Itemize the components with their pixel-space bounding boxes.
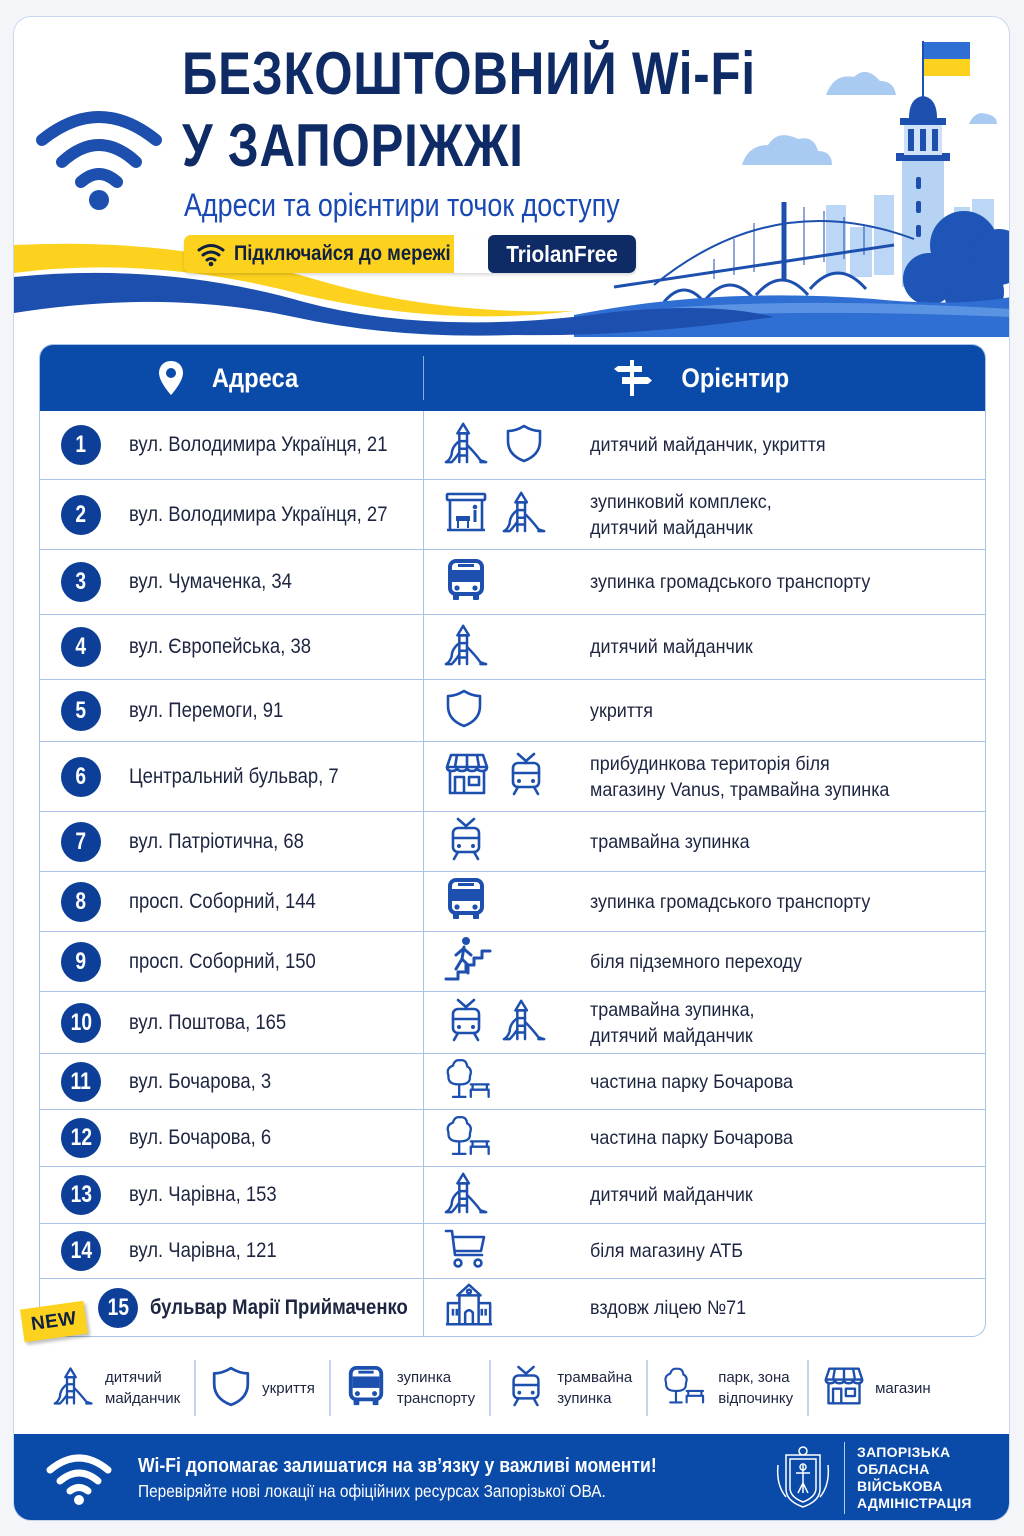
legend-item-park [648, 1360, 809, 1416]
legend-label: укриття [262, 1379, 315, 1397]
address-text: вул. Європейська, 38 [129, 635, 312, 658]
landmark-icons [424, 997, 590, 1048]
landmark-cell [424, 742, 985, 811]
landmark-icons [424, 1227, 590, 1276]
playground-icon [444, 622, 490, 673]
tram-icon [444, 817, 488, 866]
wifi-footer-icon [44, 1450, 114, 1506]
playground-icon [444, 1170, 490, 1221]
table-row [40, 1053, 985, 1109]
wifi-small-icon [196, 241, 226, 267]
landmark-text [590, 698, 653, 724]
address-cell [40, 992, 424, 1053]
new-badge: NEW [20, 1301, 88, 1343]
address-text: просп. Соборний, 150 [129, 949, 316, 973]
location-number-badge: 6 [61, 757, 101, 797]
address-cell [40, 550, 424, 614]
table-row [40, 479, 985, 549]
tram-icon [505, 1365, 547, 1412]
landmark-text [590, 1238, 743, 1264]
map-pin-icon [158, 360, 184, 396]
table-body [40, 411, 985, 1336]
landmark-text [590, 997, 755, 1049]
landmark-cell [424, 1110, 985, 1166]
landmark-cell [424, 1224, 985, 1278]
address-text: вул. Володимира Українця, 21 [129, 433, 388, 456]
landmark-line: вздовж ліцею №71 [590, 1296, 747, 1319]
landmark-icons [424, 420, 590, 471]
landmark-icons [424, 688, 590, 733]
landmark-icons [424, 558, 590, 607]
address-text: вул. Бочарова, 3 [129, 1069, 272, 1093]
landmark-text [590, 1295, 746, 1321]
bus-icon [345, 1365, 387, 1412]
table-row [40, 1278, 985, 1336]
address-cell [40, 812, 424, 871]
location-number-badge: 13 [61, 1175, 101, 1215]
landmark-icons [424, 1054, 590, 1109]
park-icon [662, 1363, 708, 1414]
address-cell [40, 615, 424, 679]
landmark-cell [424, 872, 985, 931]
ova-line: АДМІНІСТРАЦІЯ [857, 1495, 972, 1511]
landmark-text [590, 634, 753, 660]
address-cell [40, 742, 424, 811]
address-text: бульвар Марії Приймаченко [150, 1295, 408, 1319]
tram-icon [444, 998, 488, 1047]
landmark-line: дитячий майданчик [590, 636, 753, 658]
cart-icon [444, 1227, 488, 1276]
landmark-line: трамвайна зупинка, [590, 998, 755, 1021]
location-number-badge: 9 [61, 942, 101, 982]
icon-legend [39, 1357, 989, 1419]
underpass-icon [444, 935, 492, 988]
landmark-line: дитячий майданчик, укриття [590, 434, 826, 456]
landmark-cell [424, 480, 985, 549]
school-icon [444, 1280, 494, 1335]
column-header-address: Адреса [40, 356, 424, 400]
location-number-badge: 7 [61, 822, 101, 862]
hero-banner [14, 17, 1010, 337]
signpost-icon [612, 358, 652, 398]
location-number-badge: 4 [61, 627, 101, 667]
landmark-line: дитячий майданчик [590, 1024, 753, 1047]
playground-icon [444, 420, 490, 471]
wifi-icon [34, 102, 164, 212]
landmark-cell [424, 411, 985, 479]
coat-of-arms-icon [774, 1445, 832, 1511]
landmark-text [590, 1069, 793, 1095]
address-cell [40, 1110, 424, 1166]
page-title-line2: У ЗАПОРІЖЖІ [182, 112, 524, 179]
table-row [40, 1166, 985, 1223]
landmark-icons [424, 622, 590, 673]
location-number-badge: 1 [61, 425, 101, 465]
landmark-line: частина парку Бочарова [590, 1127, 794, 1149]
table-row [40, 679, 985, 741]
landmark-text [590, 829, 750, 855]
shop-icon [444, 751, 490, 802]
connect-label: Підключайся до мережі [234, 242, 451, 265]
shield-icon [210, 1365, 252, 1412]
ova-line: ЗАПОРІЗЬКА [857, 1444, 951, 1460]
address-text: вул. Поштова, 165 [129, 1010, 287, 1034]
wifi-locations-table [39, 344, 986, 1337]
legend-label: зупинка транспорту [396, 1369, 476, 1407]
table-row [40, 1223, 985, 1278]
shield-icon [504, 423, 544, 468]
address-cell [40, 872, 424, 931]
legend-item-bus [331, 1360, 491, 1416]
landmark-cell [424, 1054, 985, 1109]
address-text: вул. Патріотична, 68 [129, 829, 304, 853]
shield-icon [444, 688, 484, 733]
address-cell [40, 1167, 424, 1223]
address-cell [40, 480, 424, 549]
bus-icon [444, 558, 488, 607]
address-text: Центральний бульвар, 7 [129, 764, 339, 788]
table-header [40, 345, 985, 411]
landmark-icons [424, 1280, 590, 1335]
landmark-line: магазину Vanus, трамвайна зупинка [590, 778, 890, 801]
landmark-text [590, 432, 826, 458]
table-row [40, 411, 985, 479]
landmark-line: трамвайна зупинка [590, 830, 750, 853]
address-cell [40, 411, 424, 479]
landmark-line: дитячий майданчик [590, 1184, 753, 1206]
landmark-text [590, 1182, 753, 1208]
address-text: просп. Соборний, 144 [129, 889, 316, 913]
landmark-icons [424, 751, 590, 802]
landmark-text [590, 949, 802, 975]
landmark-icons [424, 1111, 590, 1166]
table-row [40, 614, 985, 679]
address-cell [40, 1279, 424, 1336]
location-number-badge: 12 [61, 1118, 101, 1158]
footer-banner [14, 1434, 1010, 1521]
playground-icon [502, 489, 548, 540]
network-name-badge: TriolanFree [488, 235, 636, 273]
table-row [40, 931, 985, 991]
ova-line: ОБЛАСНА [857, 1461, 930, 1477]
page-title-line1: БЕЗКОШТОВНИЙ Wi-Fi [182, 40, 756, 107]
address-text: вул. Перемоги, 91 [129, 698, 284, 722]
location-number-badge: 11 [61, 1062, 101, 1102]
address-text: вул. Чумаченка, 34 [129, 570, 292, 593]
address-cell [40, 1224, 424, 1278]
landmark-icons [424, 489, 590, 540]
landmark-icons [424, 1170, 590, 1221]
address-cell [40, 680, 424, 741]
landmark-cell [424, 615, 985, 679]
legend-item-shield [196, 1360, 331, 1416]
address-text: вул. Бочарова, 6 [129, 1126, 272, 1149]
table-row [40, 991, 985, 1053]
footer-headline: Wi-Fi допомагає залишатися на зв’язку у важливі моменти! [138, 1454, 657, 1477]
location-number-badge: 10 [61, 1003, 101, 1043]
landmark-cell [424, 992, 985, 1053]
landmark-line: прибудинкова територія біля [590, 752, 830, 775]
park-icon [444, 1054, 494, 1109]
playground-icon [502, 997, 548, 1048]
landmark-line: зупинка громадського транспорту [590, 571, 871, 593]
legend-label: дитячий майданчик [105, 1369, 181, 1407]
table-row [40, 741, 985, 811]
landmark-cell [424, 812, 985, 871]
legend-item-shop [809, 1360, 945, 1416]
location-number-badge: 3 [61, 562, 101, 602]
playground-icon [53, 1365, 95, 1412]
legend-label: магазин [875, 1379, 931, 1397]
landmark-cell [424, 550, 985, 614]
landmark-line: дитячий майданчик [590, 516, 753, 539]
landmark-line: біля підземного переходу [590, 950, 802, 973]
landmark-cell [424, 1279, 985, 1336]
landmark-text [590, 751, 889, 803]
table-row [40, 811, 985, 871]
landmark-line: біля магазину АТБ [590, 1240, 744, 1262]
location-number-badge: 5 [61, 691, 101, 731]
table-row [40, 1109, 985, 1166]
location-number-badge: 14 [61, 1231, 101, 1271]
location-number-badge: 2 [61, 495, 101, 535]
table-row [40, 549, 985, 614]
network-pill [184, 235, 636, 273]
tram-icon [504, 752, 548, 801]
park-icon [444, 1111, 494, 1166]
legend-label: трамвайна зупинка [557, 1369, 633, 1407]
bus-icon [444, 877, 488, 926]
landmark-text [590, 1125, 793, 1151]
legend-item-tram [491, 1360, 648, 1416]
landmark-cell [424, 932, 985, 991]
legend-label: парк, зона відпочинку [718, 1369, 794, 1407]
infographic-card [13, 16, 1010, 1521]
footer-note: Перевіряйте нові локації на офіційних ресурсах Запорізької ОВА. [138, 1480, 606, 1501]
landmark-line: зупинковий комплекс, [590, 490, 772, 513]
landmark-cell [424, 680, 985, 741]
address-text: вул. Володимира Українця, 27 [129, 502, 388, 526]
landmark-text [590, 489, 772, 541]
landmark-icons [424, 817, 590, 866]
bus-shelter-icon [444, 490, 488, 539]
shop-icon [823, 1365, 865, 1412]
location-number-badge: 8 [61, 882, 101, 922]
address-cell [40, 932, 424, 991]
landmark-icons [424, 877, 590, 926]
address-text: вул. Чарівна, 121 [129, 1239, 277, 1262]
legend-item-playground [39, 1360, 196, 1416]
location-number-badge: 15 [98, 1288, 138, 1328]
ova-line: ВІЙСЬКОВА [857, 1478, 943, 1494]
address-text: вул. Чарівна, 153 [129, 1183, 277, 1206]
column-header-landmark: Орієнтир [424, 345, 985, 411]
landmark-icons [424, 935, 590, 988]
landmark-line: укриття [590, 699, 653, 722]
landmark-line: зупинка громадського транспорту [590, 890, 871, 913]
page-subtitle: Адреси та орієнтири точок доступу [184, 187, 620, 223]
landmark-text [590, 889, 870, 915]
address-cell [40, 1054, 424, 1109]
table-row [40, 871, 985, 931]
landmark-line: частина парку Бочарова [590, 1070, 794, 1093]
landmark-text [590, 569, 870, 595]
ova-logo [774, 1442, 972, 1514]
landmark-cell [424, 1167, 985, 1223]
